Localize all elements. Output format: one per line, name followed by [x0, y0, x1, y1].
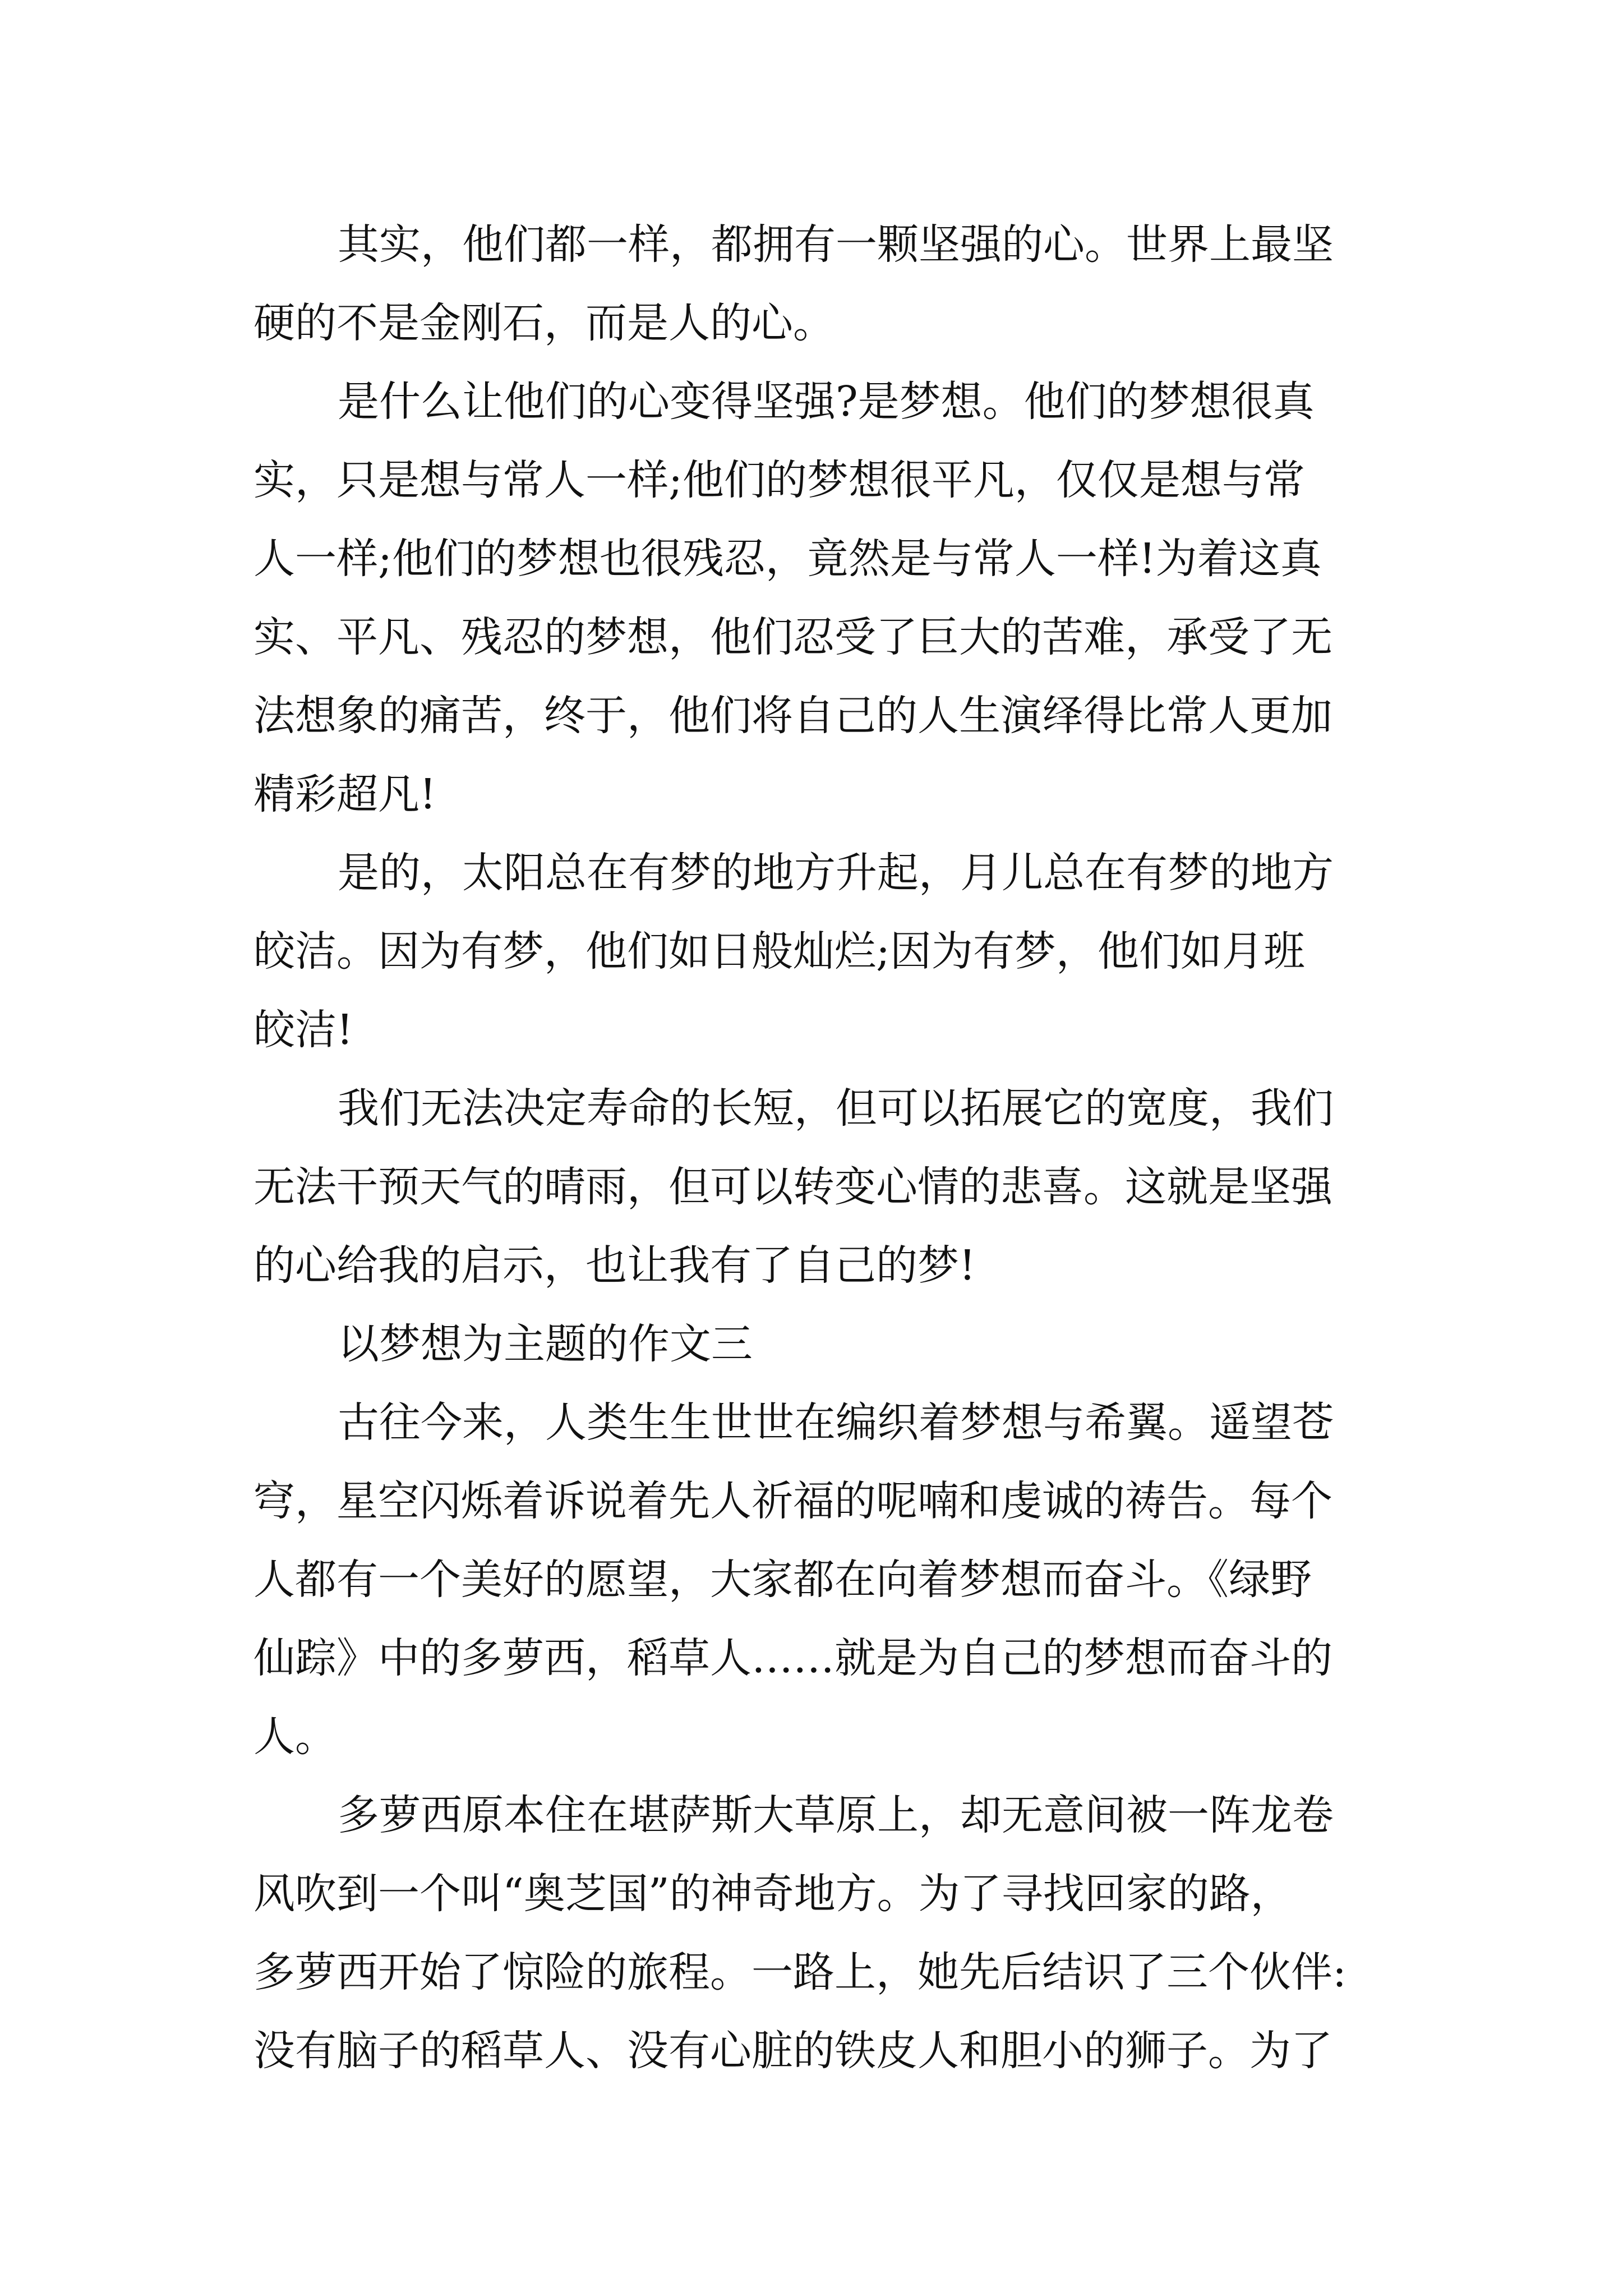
text-line: 没有脑子的稻草人、没有心脏的铁皮人和胆小的狮子。为了 — [253, 2027, 1332, 2075]
text-line: 风吹到一个叫“奥芝国”的神奇地方。为了寻找回家的路， — [253, 1870, 1292, 1918]
section-heading: 以梦想为主题的作文三 — [338, 1320, 753, 1368]
text-line: 实，只是想与常人一样;他们的梦想很平凡，仅仅是想与常 — [253, 456, 1305, 504]
text-line: 法想象的痛苦，终于，他们将自己的人生演绎得比常人更加 — [253, 692, 1332, 740]
text-line: 的心给我的启示，也让我有了自己的梦! — [253, 1241, 976, 1290]
text-line: 多萝西原本住在堪萨斯大草原上，却无意间被一阵龙卷 — [338, 1791, 1334, 1839]
text-line: 我们无法决定寿命的长短，但可以拓展它的宽度，我们 — [338, 1084, 1334, 1133]
text-line: 仙踪》中的多萝西，稻草人……就是为自己的梦想而奋斗的 — [253, 1634, 1332, 1682]
text-line: 皎洁。因为有梦，他们如日般灿烂;因为有梦，他们如月班 — [253, 927, 1305, 976]
text-line: 实、平凡、残忍的梦想，他们忍受了巨大的苦难，承受了无 — [253, 613, 1332, 661]
text-line: 是什么让他们的心变得坚强?是梦想。他们的梦想很真 — [338, 378, 1315, 426]
text-line: 古往今来，人类生生世世在编织着梦想与希翼。遥望苍 — [338, 1398, 1334, 1447]
text-line: 多萝西开始了惊险的旅程。一路上，她先后结识了三个伙伴: — [253, 1948, 1347, 1996]
text-line: 精彩超凡! — [253, 770, 436, 818]
text-line: 是的，太阳总在有梦的地方升起，月儿总在有梦的地方 — [338, 849, 1334, 897]
text-line: 无法干预天气的晴雨，但可以转变心情的悲喜。这就是坚强 — [253, 1163, 1332, 1211]
text-line: 其实，他们都一样，都拥有一颗坚强的心。世界上最坚 — [338, 220, 1334, 269]
text-line: 皎洁! — [253, 1006, 353, 1054]
text-line: 人都有一个美好的愿望，大家都在向着梦想而奋斗。《绿野 — [253, 1556, 1312, 1604]
text-line: 人一样;他们的梦想也很残忍，竟然是与常人一样!为着这真 — [253, 535, 1322, 583]
text-line: 硬的不是金刚石，而是人的心。 — [253, 299, 834, 347]
text-line: 穹，星空闪烁着诉说着先人祈福的呢喃和虔诚的祷告。每个 — [253, 1477, 1332, 1525]
text-line: 人。 — [253, 1713, 336, 1761]
